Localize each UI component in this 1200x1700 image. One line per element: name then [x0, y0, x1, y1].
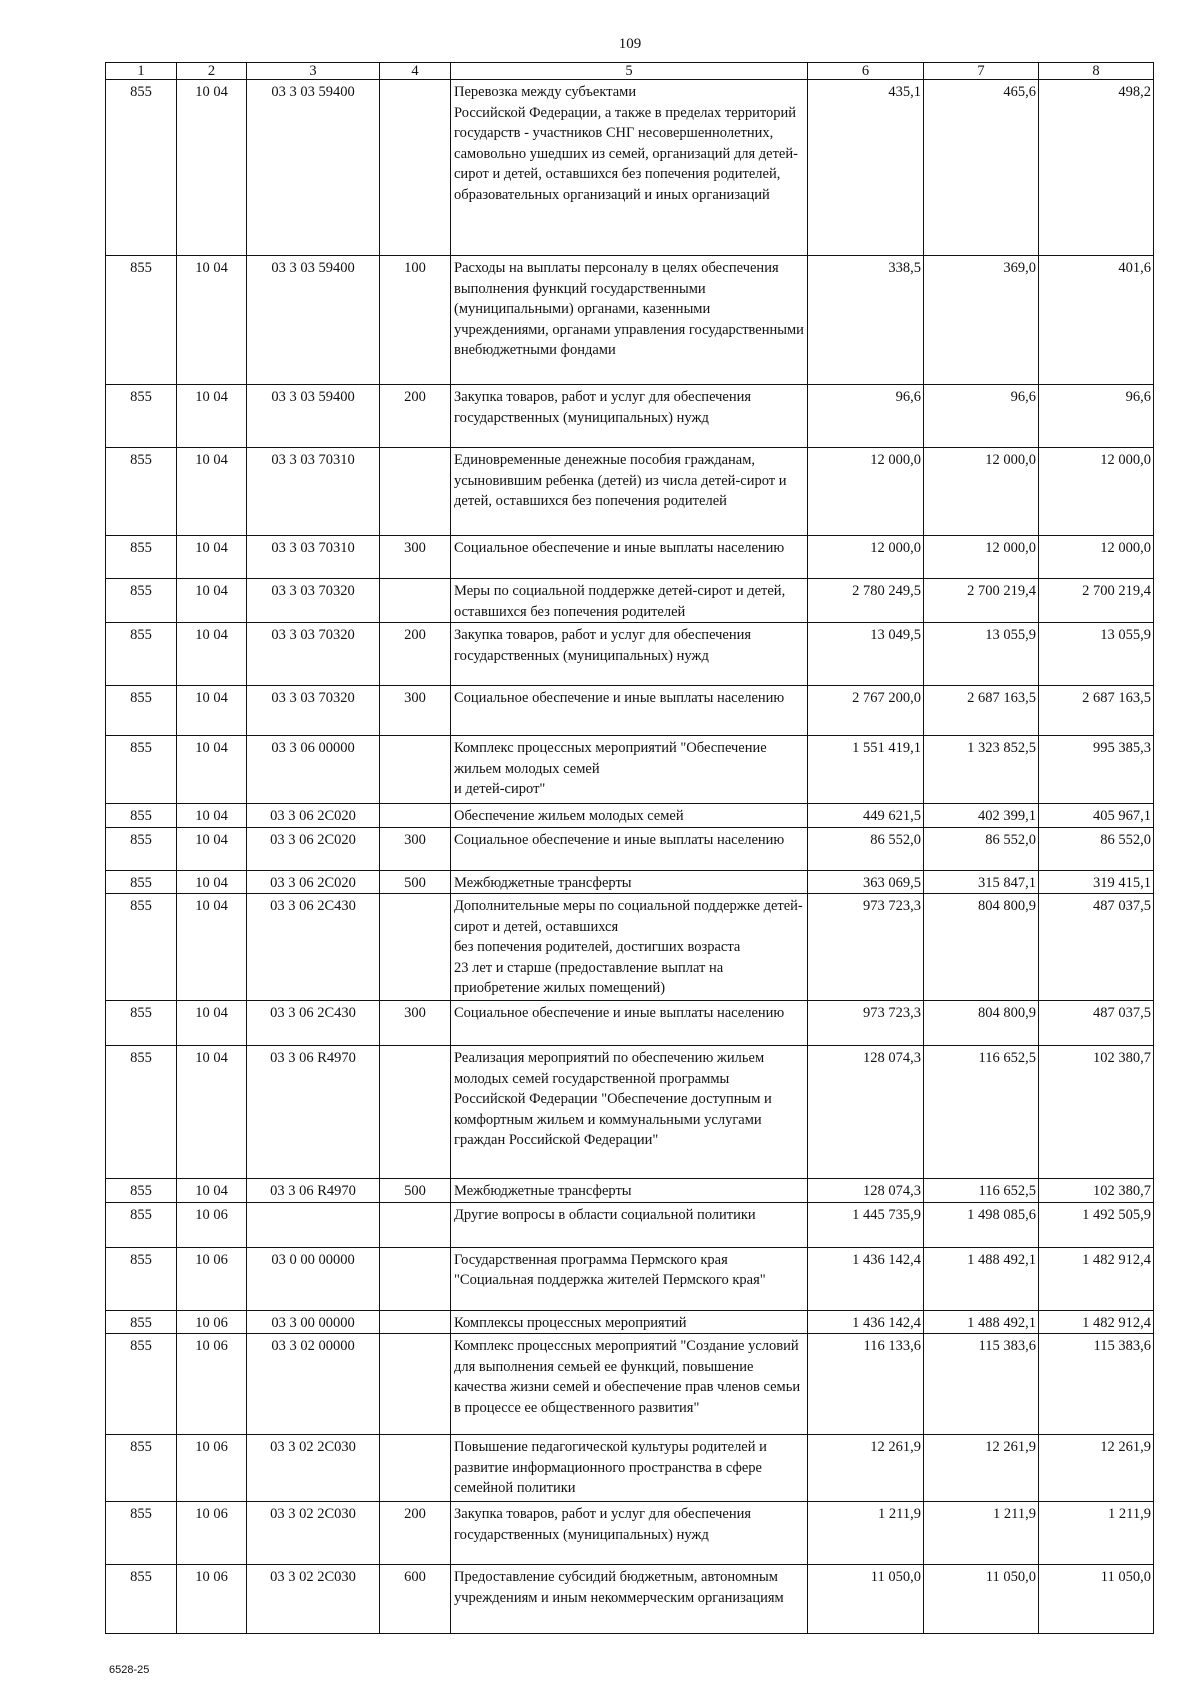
amount-year3-cell: 102 380,7 [1039, 1046, 1154, 1179]
expense-type-cell [380, 1202, 451, 1247]
table-row [106, 736, 1154, 804]
amount-year1-cell: 116 133,6 [808, 1334, 924, 1435]
admin-code-cell: 855 [106, 1334, 177, 1435]
table-row [106, 827, 1154, 870]
target-code-cell: 03 3 03 70310 [247, 536, 380, 579]
amount-year1-cell: 973 723,3 [808, 894, 924, 1001]
table-row [106, 870, 1154, 894]
description-cell: Повышение педагогической культуры родителей и развитие информационного пространства в сфере семейной политики [451, 1435, 808, 1502]
expense-type-cell: 300 [380, 686, 451, 736]
header-cell: 2 [177, 63, 247, 80]
description-cell: Социальное обеспечение и иные выплаты населению [451, 1001, 808, 1046]
section-code-cell: 10 06 [177, 1435, 247, 1502]
section-code-cell: 10 04 [177, 686, 247, 736]
table-row [106, 1179, 1154, 1203]
target-code-cell: 03 3 00 00000 [247, 1310, 380, 1334]
amount-year1-cell: 2 780 249,5 [808, 579, 924, 623]
table-row [106, 536, 1154, 579]
expense-type-cell: 200 [380, 623, 451, 686]
table-row [106, 1310, 1154, 1334]
amount-year2-cell: 1 211,9 [924, 1502, 1039, 1565]
amount-year3-cell: 12 000,0 [1039, 536, 1154, 579]
table-row [106, 579, 1154, 623]
expense-type-cell: 200 [380, 385, 451, 448]
section-code-cell: 10 04 [177, 1001, 247, 1046]
admin-code-cell: 855 [106, 1565, 177, 1634]
section-code-cell: 10 06 [177, 1310, 247, 1334]
section-code-cell: 10 06 [177, 1202, 247, 1247]
table-row [106, 1001, 1154, 1046]
expense-type-cell [380, 1435, 451, 1502]
expense-type-cell: 500 [380, 1179, 451, 1203]
amount-year1-cell: 86 552,0 [808, 827, 924, 870]
amount-year1-cell: 12 261,9 [808, 1435, 924, 1502]
amount-year1-cell: 338,5 [808, 256, 924, 385]
target-code-cell: 03 3 06 2С020 [247, 827, 380, 870]
description-cell: Социальное обеспечение и иные выплаты населению [451, 536, 808, 579]
table-row [106, 686, 1154, 736]
table-row [106, 256, 1154, 385]
amount-year2-cell: 2 700 219,4 [924, 579, 1039, 623]
amount-year3-cell: 12 000,0 [1039, 448, 1154, 536]
amount-year1-cell: 13 049,5 [808, 623, 924, 686]
table-row [106, 804, 1154, 828]
amount-year2-cell: 804 800,9 [924, 894, 1039, 1001]
description-cell: Закупка товаров, работ и услуг для обеспечения государственных (муниципальных) нужд [451, 623, 808, 686]
target-code-cell: 03 3 06 2С430 [247, 894, 380, 1001]
expense-type-cell: 200 [380, 1502, 451, 1565]
amount-year1-cell: 1 211,9 [808, 1502, 924, 1565]
table-row [106, 1247, 1154, 1310]
admin-code-cell: 855 [106, 448, 177, 536]
document-code: 6528-25 [109, 1664, 150, 1676]
section-code-cell: 10 04 [177, 1046, 247, 1179]
page-number: 109 [618, 36, 642, 52]
amount-year3-cell: 2 687 163,5 [1039, 686, 1154, 736]
amount-year2-cell: 116 652,5 [924, 1179, 1039, 1203]
description-cell: Другие вопросы в области социальной политики [451, 1202, 808, 1247]
target-code-cell: 03 3 06 2С430 [247, 1001, 380, 1046]
header-cell: 5 [451, 63, 808, 80]
target-code-cell: 03 3 06 2С020 [247, 804, 380, 828]
section-code-cell: 10 04 [177, 579, 247, 623]
amount-year2-cell: 12 261,9 [924, 1435, 1039, 1502]
amount-year2-cell: 12 000,0 [924, 448, 1039, 536]
amount-year2-cell: 11 050,0 [924, 1565, 1039, 1634]
section-code-cell: 10 04 [177, 804, 247, 828]
admin-code-cell: 855 [106, 1435, 177, 1502]
section-code-cell: 10 04 [177, 536, 247, 579]
description-cell: Социальное обеспечение и иные выплаты населению [451, 827, 808, 870]
target-code-cell: 03 3 06 00000 [247, 736, 380, 804]
description-cell: Межбюджетные трансферты [451, 870, 808, 894]
description-cell: Расходы на выплаты персоналу в целях обеспечения выполнения функций государственными (муниципальными) органами, казенными учреждениями, органами управления государственными внебюджетными фондами [451, 256, 808, 385]
header-cell: 4 [380, 63, 451, 80]
section-code-cell: 10 06 [177, 1565, 247, 1634]
section-code-cell: 10 04 [177, 80, 247, 256]
amount-year2-cell: 315 847,1 [924, 870, 1039, 894]
expense-type-cell: 500 [380, 870, 451, 894]
amount-year1-cell: 1 551 419,1 [808, 736, 924, 804]
expense-type-cell: 300 [380, 827, 451, 870]
amount-year2-cell: 1 488 492,1 [924, 1247, 1039, 1310]
amount-year1-cell: 1 436 142,4 [808, 1310, 924, 1334]
amount-year1-cell: 2 767 200,0 [808, 686, 924, 736]
table-row [106, 623, 1154, 686]
amount-year3-cell: 319 415,1 [1039, 870, 1154, 894]
table-row [106, 1502, 1154, 1565]
expense-type-cell [380, 1247, 451, 1310]
description-cell: Закупка товаров, работ и услуг для обеспечения государственных (муниципальных) нужд [451, 1502, 808, 1565]
amount-year2-cell: 465,6 [924, 80, 1039, 256]
section-code-cell: 10 06 [177, 1334, 247, 1435]
section-code-cell: 10 04 [177, 870, 247, 894]
expense-type-cell: 300 [380, 536, 451, 579]
expense-type-cell [380, 1334, 451, 1435]
description-cell: Межбюджетные трансферты [451, 1179, 808, 1203]
amount-year1-cell: 449 621,5 [808, 804, 924, 828]
target-code-cell: 03 3 03 59400 [247, 256, 380, 385]
target-code-cell: 03 3 06 2С020 [247, 870, 380, 894]
amount-year3-cell: 102 380,7 [1039, 1179, 1154, 1203]
admin-code-cell: 855 [106, 804, 177, 828]
amount-year2-cell: 1 488 492,1 [924, 1310, 1039, 1334]
expense-type-cell: 300 [380, 1001, 451, 1046]
amount-year3-cell: 498,2 [1039, 80, 1154, 256]
target-code-cell: 03 3 02 2С030 [247, 1565, 380, 1634]
section-code-cell: 10 06 [177, 1247, 247, 1310]
section-code-cell: 10 06 [177, 1502, 247, 1565]
admin-code-cell: 855 [106, 579, 177, 623]
amount-year1-cell: 1 445 735,9 [808, 1202, 924, 1247]
header-cell: 1 [106, 63, 177, 80]
amount-year3-cell: 487 037,5 [1039, 1001, 1154, 1046]
table-row [106, 894, 1154, 1001]
expense-type-cell [380, 1310, 451, 1334]
amount-year3-cell: 1 492 505,9 [1039, 1202, 1154, 1247]
admin-code-cell: 855 [106, 736, 177, 804]
amount-year3-cell: 11 050,0 [1039, 1565, 1154, 1634]
description-cell: Комплекс процессных мероприятий "Создание условий для выполнения семьей ее функций, повышение качества жизни семей и обеспечение прав членов семьи в процессе ее общественного развития" [451, 1334, 808, 1435]
description-cell: Меры по социальной поддержке детей-сирот и детей, оставшихся без попечения родителей [451, 579, 808, 623]
description-cell: Перевозка между субъектами Российской Федерации, а также в пределах территорий государств - участников СНГ несовершеннолетних, самовольно ушедших из семей, организаций для детей-сирот и детей, оставшихся без попечения родителей, образовательных организаций и иных организаций [451, 80, 808, 256]
amount-year3-cell: 12 261,9 [1039, 1435, 1154, 1502]
target-code-cell [247, 1202, 380, 1247]
expense-type-cell [380, 579, 451, 623]
admin-code-cell: 855 [106, 256, 177, 385]
amount-year3-cell: 115 383,6 [1039, 1334, 1154, 1435]
expense-type-cell: 100 [380, 256, 451, 385]
amount-year1-cell: 363 069,5 [808, 870, 924, 894]
section-code-cell: 10 04 [177, 1179, 247, 1203]
amount-year2-cell: 12 000,0 [924, 536, 1039, 579]
budget-table [105, 62, 1154, 1634]
section-code-cell: 10 04 [177, 827, 247, 870]
description-cell: Комплекс процессных мероприятий "Обеспечение жильем молодых семей и детей-сирот" [451, 736, 808, 804]
admin-code-cell: 855 [106, 1247, 177, 1310]
amount-year3-cell: 1 482 912,4 [1039, 1310, 1154, 1334]
target-code-cell: 03 3 06 R4970 [247, 1046, 380, 1179]
amount-year3-cell: 13 055,9 [1039, 623, 1154, 686]
admin-code-cell: 855 [106, 1046, 177, 1179]
amount-year3-cell: 2 700 219,4 [1039, 579, 1154, 623]
description-cell: Реализация мероприятий по обеспечению жильем молодых семей государственной программы Российской Федерации "Обеспечение доступным и комфортным жильем и коммунальными услугами граждан Российской Федерации" [451, 1046, 808, 1179]
admin-code-cell: 855 [106, 686, 177, 736]
target-code-cell: 03 3 02 2С030 [247, 1435, 380, 1502]
amount-year1-cell: 128 074,3 [808, 1046, 924, 1179]
header-row [106, 63, 1154, 80]
header-cell: 7 [924, 63, 1039, 80]
amount-year3-cell: 487 037,5 [1039, 894, 1154, 1001]
description-cell: Обеспечение жильем молодых семей [451, 804, 808, 828]
amount-year2-cell: 804 800,9 [924, 1001, 1039, 1046]
table-row [106, 448, 1154, 536]
description-cell: Социальное обеспечение и иные выплаты населению [451, 686, 808, 736]
amount-year3-cell: 405 967,1 [1039, 804, 1154, 828]
target-code-cell: 03 3 03 59400 [247, 385, 380, 448]
amount-year1-cell: 12 000,0 [808, 536, 924, 579]
section-code-cell: 10 04 [177, 256, 247, 385]
admin-code-cell: 855 [106, 80, 177, 256]
section-code-cell: 10 04 [177, 894, 247, 1001]
description-cell: Государственная программа Пермского края "Социальная поддержка жителей Пермского края" [451, 1247, 808, 1310]
admin-code-cell: 855 [106, 1310, 177, 1334]
amount-year2-cell: 116 652,5 [924, 1046, 1039, 1179]
amount-year1-cell: 12 000,0 [808, 448, 924, 536]
header-cell: 8 [1039, 63, 1154, 80]
table-row [106, 1565, 1154, 1634]
description-cell: Комплексы процессных мероприятий [451, 1310, 808, 1334]
section-code-cell: 10 04 [177, 448, 247, 536]
expense-type-cell [380, 448, 451, 536]
amount-year2-cell: 115 383,6 [924, 1334, 1039, 1435]
amount-year3-cell: 995 385,3 [1039, 736, 1154, 804]
table-row [106, 1046, 1154, 1179]
target-code-cell: 03 3 02 00000 [247, 1334, 380, 1435]
description-cell: Единовременные денежные пособия гражданам, усыновившим ребенка (детей) из числа детей-сирот и детей, оставшихся без попечения родителей [451, 448, 808, 536]
table-row [106, 1202, 1154, 1247]
table-row [106, 1435, 1154, 1502]
target-code-cell: 03 3 03 70320 [247, 686, 380, 736]
amount-year1-cell: 96,6 [808, 385, 924, 448]
table-row [106, 385, 1154, 448]
target-code-cell: 03 3 03 70320 [247, 579, 380, 623]
amount-year2-cell: 96,6 [924, 385, 1039, 448]
target-code-cell: 03 3 03 70320 [247, 623, 380, 686]
admin-code-cell: 855 [106, 827, 177, 870]
header-cell: 6 [808, 63, 924, 80]
amount-year3-cell: 1 482 912,4 [1039, 1247, 1154, 1310]
admin-code-cell: 855 [106, 894, 177, 1001]
amount-year1-cell: 435,1 [808, 80, 924, 256]
expense-type-cell [380, 736, 451, 804]
target-code-cell: 03 3 03 59400 [247, 80, 380, 256]
section-code-cell: 10 04 [177, 736, 247, 804]
amount-year2-cell: 86 552,0 [924, 827, 1039, 870]
section-code-cell: 10 04 [177, 623, 247, 686]
amount-year3-cell: 1 211,9 [1039, 1502, 1154, 1565]
description-cell: Закупка товаров, работ и услуг для обеспечения государственных (муниципальных) нужд [451, 385, 808, 448]
admin-code-cell: 855 [106, 385, 177, 448]
amount-year3-cell: 96,6 [1039, 385, 1154, 448]
description-cell: Дополнительные меры по социальной поддержке детей-сирот и детей, оставшихся без попечения родителей, достигших возраста 23 лет и старше (предоставление выплат на приобретение жилых помещений) [451, 894, 808, 1001]
amount-year1-cell: 11 050,0 [808, 1565, 924, 1634]
admin-code-cell: 855 [106, 623, 177, 686]
expense-type-cell [380, 804, 451, 828]
admin-code-cell: 855 [106, 1202, 177, 1247]
target-code-cell: 03 0 00 00000 [247, 1247, 380, 1310]
amount-year1-cell: 973 723,3 [808, 1001, 924, 1046]
amount-year2-cell: 13 055,9 [924, 623, 1039, 686]
expense-type-cell [380, 1046, 451, 1179]
admin-code-cell: 855 [106, 870, 177, 894]
description-cell: Предоставление субсидий бюджетным, автономным учреждениям и иным некоммерческим организациям [451, 1565, 808, 1634]
amount-year2-cell: 369,0 [924, 256, 1039, 385]
admin-code-cell: 855 [106, 1502, 177, 1565]
amount-year1-cell: 128 074,3 [808, 1179, 924, 1203]
table-row [106, 1334, 1154, 1435]
amount-year2-cell: 2 687 163,5 [924, 686, 1039, 736]
amount-year3-cell: 86 552,0 [1039, 827, 1154, 870]
target-code-cell: 03 3 06 R4970 [247, 1179, 380, 1203]
admin-code-cell: 855 [106, 1179, 177, 1203]
amount-year3-cell: 401,6 [1039, 256, 1154, 385]
amount-year2-cell: 1 498 085,6 [924, 1202, 1039, 1247]
admin-code-cell: 855 [106, 536, 177, 579]
expense-type-cell: 600 [380, 1565, 451, 1634]
expense-type-cell [380, 80, 451, 256]
amount-year2-cell: 402 399,1 [924, 804, 1039, 828]
header-cell: 3 [247, 63, 380, 80]
section-code-cell: 10 04 [177, 385, 247, 448]
amount-year2-cell: 1 323 852,5 [924, 736, 1039, 804]
admin-code-cell: 855 [106, 1001, 177, 1046]
target-code-cell: 03 3 02 2С030 [247, 1502, 380, 1565]
target-code-cell: 03 3 03 70310 [247, 448, 380, 536]
amount-year1-cell: 1 436 142,4 [808, 1247, 924, 1310]
expense-type-cell [380, 894, 451, 1001]
table-row [106, 80, 1154, 256]
